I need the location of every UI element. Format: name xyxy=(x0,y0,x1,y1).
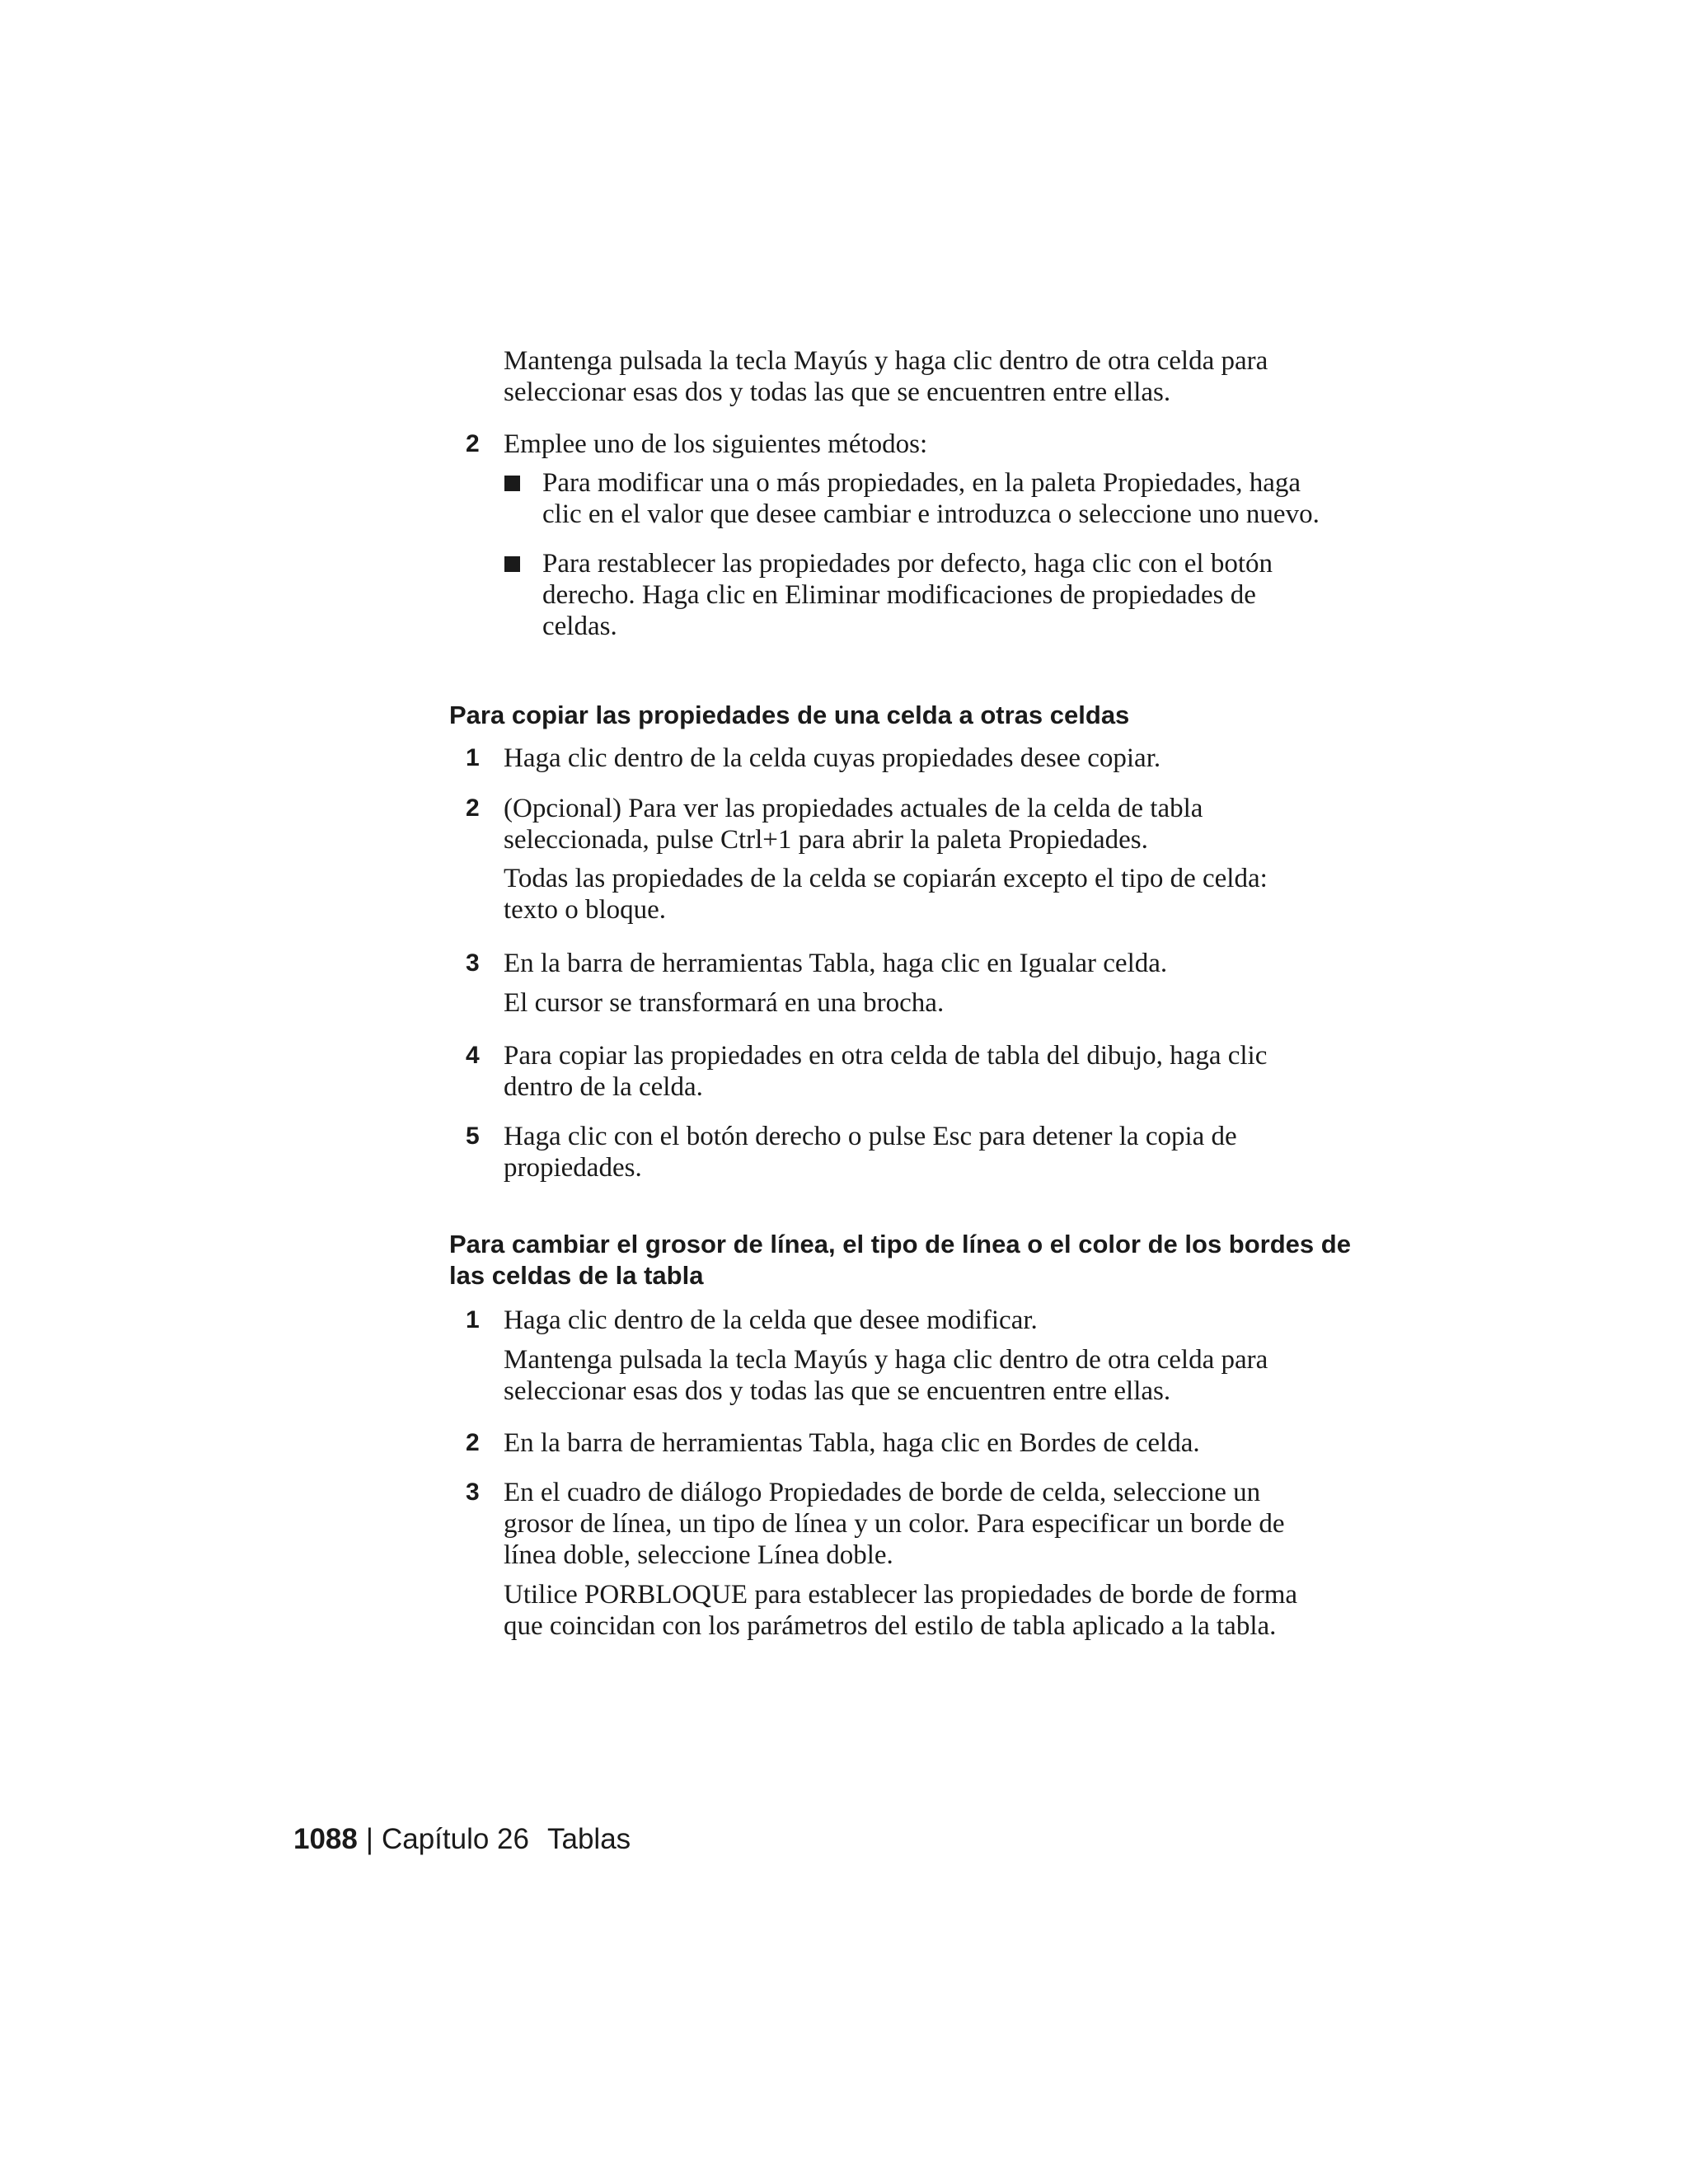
step-number: 1 xyxy=(466,744,480,771)
bullet-text: Para modificar una o más propiedades, en la paleta Propiedades, haga xyxy=(542,468,1301,498)
section-heading: Para copiar las propiedades de una celda a otras celdas xyxy=(449,701,1130,729)
chapter-title: Tablas xyxy=(547,1823,631,1855)
step-number: 2 xyxy=(466,1429,480,1456)
step-note: El cursor se transformará en una brocha. xyxy=(504,988,945,1018)
step-note: Todas las propiedades de la celda se copiarán excepto el tipo de celda: xyxy=(504,864,1268,893)
bullet-text: clic en el valor que desee cambiar e introduzca o seleccione uno nuevo. xyxy=(542,499,1320,529)
step-note: Utilice PORBLOQUE para establecer las propiedades de borde de forma xyxy=(504,1580,1298,1610)
step-note: texto o bloque. xyxy=(504,895,667,925)
step-text: seleccionada, pulse Ctrl+1 para abrir la paleta Propiedades. xyxy=(504,825,1148,855)
step-text: En el cuadro de diálogo Propiedades de borde de celda, seleccione un xyxy=(504,1478,1261,1507)
step-number: 3 xyxy=(466,949,480,977)
chapter-label: Capítulo 26 xyxy=(381,1823,529,1855)
step-text: línea doble, seleccione Línea doble. xyxy=(504,1540,893,1570)
step-text: grosor de línea, un tipo de línea y un color. Para especificar un borde de xyxy=(504,1509,1285,1539)
bullet-text: Para restablecer las propiedades por defecto, haga clic con el botón xyxy=(542,549,1273,579)
step-text: Haga clic con el botón derecho o pulse Esc para detener la copia de xyxy=(504,1122,1237,1151)
step-text: dentro de la celda. xyxy=(504,1072,703,1102)
section-heading: Para cambiar el grosor de línea, el tipo de línea o el color de los bordes de xyxy=(449,1230,1351,1258)
step-note: que coincidan con los parámetros del estilo de tabla aplicado a la tabla. xyxy=(504,1611,1277,1641)
step-number: 2 xyxy=(466,430,480,457)
step-number: 2 xyxy=(466,794,480,822)
bullet-text: celdas. xyxy=(542,612,617,641)
step-number: 4 xyxy=(466,1042,480,1069)
step-text: Para copiar las propiedades en otra celda de tabla del dibujo, haga clic xyxy=(504,1041,1268,1071)
step-text: propiedades. xyxy=(504,1153,642,1183)
footer-separator: | xyxy=(365,1823,373,1855)
step-number: 3 xyxy=(466,1479,480,1506)
step-text: Haga clic dentro de la celda cuyas propiedades desee copiar. xyxy=(504,743,1161,773)
step-note: Mantenga pulsada la tecla Mayús y haga clic dentro de otra celda para xyxy=(504,1345,1268,1375)
step-text: (Opcional) Para ver las propiedades actuales de la celda de tabla xyxy=(504,794,1203,823)
body-text: Mantenga pulsada la tecla Mayús y haga clic dentro de otra celda para xyxy=(504,346,1268,376)
step-note: seleccionar esas dos y todas las que se encuentren entre ellas. xyxy=(504,1376,1171,1406)
page-footer xyxy=(293,1822,631,1857)
step-text: Emplee uno de los siguientes métodos: xyxy=(504,429,928,459)
step-number: 1 xyxy=(466,1306,480,1333)
step-text: En la barra de herramientas Tabla, haga clic en Igualar celda. xyxy=(504,949,1168,978)
section-heading: las celdas de la tabla xyxy=(449,1261,704,1290)
step-text: Haga clic dentro de la celda que desee modificar. xyxy=(504,1305,1038,1335)
page-number: 1088 xyxy=(293,1823,358,1855)
bullet-text: derecho. Haga clic en Eliminar modificaciones de propiedades de xyxy=(542,580,1256,610)
square-bullet-icon xyxy=(504,556,520,572)
step-text: En la barra de herramientas Tabla, haga clic en Bordes de celda. xyxy=(504,1428,1200,1458)
body-text: seleccionar esas dos y todas las que se encuentren entre ellas. xyxy=(504,377,1171,407)
square-bullet-icon xyxy=(504,476,520,491)
step-number: 5 xyxy=(466,1122,480,1150)
